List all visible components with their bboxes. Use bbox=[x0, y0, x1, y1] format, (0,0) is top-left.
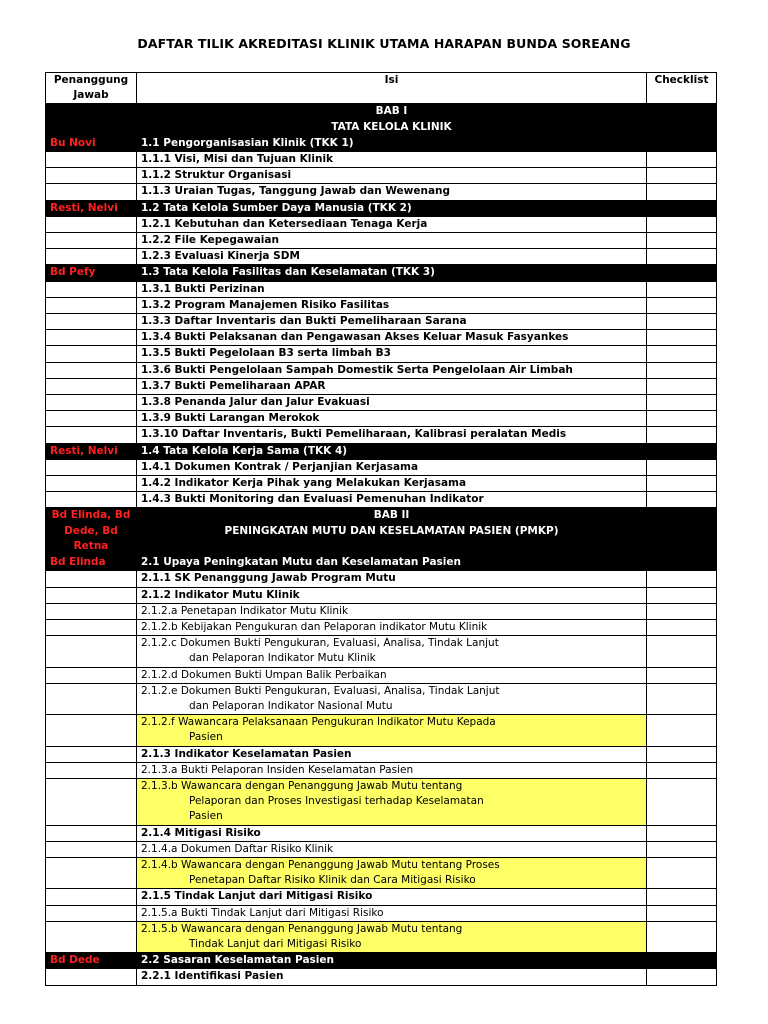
pj-cell: Bd Elinda, Bd Dede, Bd Retna bbox=[46, 508, 137, 555]
checklist-cell[interactable] bbox=[647, 636, 717, 667]
item-row bbox=[46, 825, 717, 841]
item-row bbox=[46, 889, 717, 905]
checklist-cell[interactable] bbox=[647, 683, 717, 714]
checklist-cell[interactable] bbox=[647, 443, 717, 459]
section-row bbox=[46, 443, 717, 459]
pj-cell bbox=[46, 715, 137, 746]
checklist-cell[interactable] bbox=[647, 825, 717, 841]
content-cell: 1.3.8 Penanda Jalur dan Jalur Evakuasi bbox=[137, 395, 647, 411]
pj-cell bbox=[46, 921, 137, 952]
content-cell: 1.4.1 Dokumen Kontrak / Perjanjian Kerjasama bbox=[137, 459, 647, 475]
checklist-cell[interactable] bbox=[647, 378, 717, 394]
item-line: dan Pelaporan Indikator Nasional Mutu bbox=[189, 699, 393, 712]
checklist-body bbox=[46, 104, 717, 985]
item-row bbox=[46, 857, 717, 888]
pj-cell bbox=[46, 857, 137, 888]
item-line: 2.1.2.b Kebijakan Pengukuran dan Pelaporan indikator Mutu Klinik bbox=[141, 620, 488, 633]
pj-cell bbox=[46, 969, 137, 985]
item-row bbox=[46, 619, 717, 635]
pj-cell bbox=[46, 587, 137, 603]
checklist-cell[interactable] bbox=[647, 492, 717, 508]
item-line: Pelaporan dan Proses Investigasi terhadap Keselamatan bbox=[189, 795, 484, 808]
item-row bbox=[46, 683, 717, 714]
pj-cell bbox=[46, 841, 137, 857]
item-line: 2.1.2.f Wawancara Pelaksanaan Pengukuran Indikator Mutu Kepada bbox=[141, 716, 496, 729]
checklist-cell[interactable] bbox=[647, 265, 717, 281]
content-cell: 1.2.2 File Kepegawaian bbox=[137, 233, 647, 249]
content-cell bbox=[137, 841, 647, 857]
checklist-cell[interactable] bbox=[647, 969, 717, 985]
section-row bbox=[46, 265, 717, 281]
checklist-cell[interactable] bbox=[647, 168, 717, 184]
chapter-line: PENINGKATAN MUTU DAN KESELAMATAN PASIEN (PMKP) bbox=[224, 524, 559, 537]
content-cell: 2.1.3 Indikator Keselamatan Pasien bbox=[137, 746, 647, 762]
item-row bbox=[46, 346, 717, 362]
section-row bbox=[46, 555, 717, 571]
chapter-line: BAB I bbox=[375, 105, 408, 118]
content-cell: 2.1 Upaya Peningkatan Mutu dan Keselamatan Pasien bbox=[137, 555, 647, 571]
checklist-cell[interactable] bbox=[647, 603, 717, 619]
item-row bbox=[46, 492, 717, 508]
item-row bbox=[46, 762, 717, 778]
content-cell bbox=[137, 857, 647, 888]
checklist-cell[interactable] bbox=[647, 314, 717, 330]
item-row bbox=[46, 715, 717, 746]
checklist-cell[interactable] bbox=[647, 953, 717, 969]
content-cell bbox=[137, 715, 647, 746]
item-row bbox=[46, 152, 717, 168]
content-cell bbox=[137, 667, 647, 683]
content-cell: 2.2.1 Identifikasi Pasien bbox=[137, 969, 647, 985]
pj-cell bbox=[46, 330, 137, 346]
content-cell bbox=[137, 104, 647, 135]
content-cell: 1.1.2 Struktur Organisasi bbox=[137, 168, 647, 184]
checklist-cell[interactable] bbox=[647, 135, 717, 151]
checklist-cell[interactable] bbox=[647, 778, 717, 825]
item-row bbox=[46, 362, 717, 378]
checklist-cell[interactable] bbox=[647, 346, 717, 362]
checklist-cell[interactable] bbox=[647, 841, 717, 857]
item-row bbox=[46, 459, 717, 475]
item-row bbox=[46, 314, 717, 330]
table-header-row bbox=[46, 73, 717, 104]
content-cell: 2.1.4 Mitigasi Risiko bbox=[137, 825, 647, 841]
checklist-cell[interactable] bbox=[647, 571, 717, 587]
item-row bbox=[46, 746, 717, 762]
item-row bbox=[46, 168, 717, 184]
checklist-cell[interactable] bbox=[647, 281, 717, 297]
pj-cell bbox=[46, 889, 137, 905]
item-line: 2.1.2.c Dokumen Bukti Pengukuran, Evaluasi, Analisa, Tindak Lanjut bbox=[141, 637, 499, 650]
item-line: dan Pelaporan Indikator Mutu Klinik bbox=[189, 652, 376, 665]
checklist-cell[interactable] bbox=[647, 746, 717, 762]
checklist-cell[interactable] bbox=[647, 216, 717, 232]
item-line: 2.1.5.a Bukti Tindak Lanjut dari Mitigasi Risiko bbox=[141, 906, 384, 919]
content-cell: 1.4 Tata Kelola Kerja Sama (TKK 4) bbox=[137, 443, 647, 459]
content-cell: 2.1.5 Tindak Lanjut dari Mitigasi Risiko bbox=[137, 889, 647, 905]
content-cell: 1.3.9 Bukti Larangan Merokok bbox=[137, 411, 647, 427]
item-row bbox=[46, 184, 717, 200]
content-cell: 1.1.1 Visi, Misi dan Tujuan Klinik bbox=[137, 152, 647, 168]
item-row bbox=[46, 921, 717, 952]
content-cell: 1.3.7 Bukti Pemeliharaan APAR bbox=[137, 378, 647, 394]
item-line: 2.1.4.a Dokumen Daftar Risiko Klinik bbox=[141, 842, 334, 855]
checklist-cell[interactable] bbox=[647, 427, 717, 443]
pj-cell bbox=[46, 378, 137, 394]
pj-cell bbox=[46, 362, 137, 378]
pj-cell bbox=[46, 825, 137, 841]
item-row bbox=[46, 571, 717, 587]
item-row bbox=[46, 587, 717, 603]
item-row bbox=[46, 281, 717, 297]
checklist-cell[interactable] bbox=[647, 762, 717, 778]
content-cell bbox=[137, 778, 647, 825]
checklist-cell[interactable] bbox=[647, 233, 717, 249]
item-row bbox=[46, 476, 717, 492]
checklist-cell[interactable] bbox=[647, 508, 717, 555]
chapter-row bbox=[46, 508, 717, 555]
pj-cell bbox=[46, 636, 137, 667]
content-cell: 1.3 Tata Kelola Fasilitas dan Keselamatan (TKK 3) bbox=[137, 265, 647, 281]
item-row bbox=[46, 411, 717, 427]
pj-cell: Bd Elinda bbox=[46, 555, 137, 571]
checklist-cell[interactable] bbox=[647, 587, 717, 603]
pj-cell bbox=[46, 778, 137, 825]
item-line: Tindak Lanjut dari Mitigasi Risiko bbox=[189, 937, 362, 950]
pj-cell bbox=[46, 571, 137, 587]
checklist-cell[interactable] bbox=[647, 297, 717, 313]
pj-cell bbox=[46, 216, 137, 232]
item-row bbox=[46, 427, 717, 443]
pj-cell bbox=[46, 346, 137, 362]
content-cell: 1.2 Tata Kelola Sumber Daya Manusia (TKK 2) bbox=[137, 200, 647, 216]
item-line: Penetapan Daftar Risiko Klinik dan Cara Mitigasi Risiko bbox=[189, 874, 476, 887]
checklist-cell[interactable] bbox=[647, 619, 717, 635]
pj-cell bbox=[46, 762, 137, 778]
content-cell: 1.3.1 Bukti Perizinan bbox=[137, 281, 647, 297]
pj-cell bbox=[46, 476, 137, 492]
checklist-cell[interactable] bbox=[647, 152, 717, 168]
content-cell: 2.2 Sasaran Keselamatan Pasien bbox=[137, 953, 647, 969]
item-row bbox=[46, 216, 717, 232]
item-line: 2.1.2.a Penetapan Indikator Mutu Klinik bbox=[141, 604, 349, 617]
item-row bbox=[46, 249, 717, 265]
pj-cell bbox=[46, 395, 137, 411]
item-line: 2.1.4.b Wawancara dengan Penanggung Jawab Mutu tentang Proses bbox=[141, 858, 500, 871]
content-cell: 2.1.1 SK Penanggung Jawab Program Mutu bbox=[137, 571, 647, 587]
checklist-cell[interactable] bbox=[647, 889, 717, 905]
pj-cell bbox=[46, 905, 137, 921]
pj-cell bbox=[46, 104, 137, 135]
content-cell bbox=[137, 905, 647, 921]
content-cell: 1.3.5 Bukti Pegelolaan B3 serta limbah B3 bbox=[137, 346, 647, 362]
item-line: 2.1.3.b Wawancara dengan Penanggung Jawab Mutu tentang bbox=[141, 779, 463, 792]
pj-cell bbox=[46, 603, 137, 619]
content-cell bbox=[137, 603, 647, 619]
item-row bbox=[46, 603, 717, 619]
content-cell: 1.2.3 Evaluasi Kinerja SDM bbox=[137, 249, 647, 265]
pj-cell bbox=[46, 746, 137, 762]
content-cell: 1.3.6 Bukti Pengelolaan Sampah Domestik Serta Pengelolaan Air Limbah bbox=[137, 362, 647, 378]
pj-cell bbox=[46, 168, 137, 184]
pj-cell bbox=[46, 152, 137, 168]
pj-cell bbox=[46, 233, 137, 249]
content-cell: 1.1.3 Uraian Tugas, Tanggung Jawab dan Wewenang bbox=[137, 184, 647, 200]
checklist-cell[interactable] bbox=[647, 330, 717, 346]
item-row bbox=[46, 667, 717, 683]
pj-cell bbox=[46, 619, 137, 635]
pj-cell bbox=[46, 683, 137, 714]
item-row bbox=[46, 841, 717, 857]
pj-cell: Bd Dede bbox=[46, 953, 137, 969]
item-row bbox=[46, 378, 717, 394]
checklist-cell[interactable] bbox=[647, 476, 717, 492]
item-line: Pasien bbox=[189, 810, 223, 823]
checklist-cell[interactable] bbox=[647, 200, 717, 216]
item-row bbox=[46, 636, 717, 667]
section-row bbox=[46, 953, 717, 969]
header-isi: Isi bbox=[137, 73, 647, 104]
content-cell bbox=[137, 762, 647, 778]
checklist-cell[interactable] bbox=[647, 459, 717, 475]
item-line: 2.1.2.e Dokumen Bukti Pengukuran, Evaluasi, Analisa, Tindak Lanjut bbox=[141, 684, 500, 697]
header-checklist: Checklist bbox=[647, 73, 717, 104]
item-row bbox=[46, 395, 717, 411]
chapter-row bbox=[46, 104, 717, 135]
section-row bbox=[46, 200, 717, 216]
checklist-cell[interactable] bbox=[647, 555, 717, 571]
item-row bbox=[46, 778, 717, 825]
content-cell: 1.3.2 Program Manajemen Risiko Fasilitas bbox=[137, 297, 647, 313]
page-title: DAFTAR TILIK AKREDITASI KLINIK UTAMA HARAPAN BUNDA SOREANG bbox=[137, 36, 631, 51]
item-row bbox=[46, 330, 717, 346]
chapter-line: TATA KELOLA KLINIK bbox=[331, 120, 452, 133]
checklist-cell[interactable] bbox=[647, 715, 717, 746]
pj-cell bbox=[46, 281, 137, 297]
checklist-cell[interactable] bbox=[647, 362, 717, 378]
pj-cell bbox=[46, 184, 137, 200]
content-cell: 2.1.2 Indikator Mutu Klinik bbox=[137, 587, 647, 603]
item-row bbox=[46, 233, 717, 249]
checklist-cell[interactable] bbox=[647, 104, 717, 135]
content-cell: 1.3.10 Daftar Inventaris, Bukti Pemeliharaan, Kalibrasi peralatan Medis bbox=[137, 427, 647, 443]
item-line: 2.1.2.d Dokumen Bukti Umpan Balik Perbaikan bbox=[141, 668, 387, 681]
item-row bbox=[46, 297, 717, 313]
pj-cell bbox=[46, 314, 137, 330]
checklist-cell[interactable] bbox=[647, 411, 717, 427]
content-cell bbox=[137, 619, 647, 635]
item-row bbox=[46, 905, 717, 921]
checklist-cell[interactable] bbox=[647, 857, 717, 888]
checklist-table bbox=[45, 72, 717, 986]
pj-cell bbox=[46, 249, 137, 265]
content-cell: 1.1 Pengorganisasian Klinik (TKK 1) bbox=[137, 135, 647, 151]
content-cell: 1.3.4 Bukti Pelaksanan dan Pengawasan Akses Keluar Masuk Fasyankes bbox=[137, 330, 647, 346]
content-cell: 1.4.2 Indikator Kerja Pihak yang Melakukan Kerjasama bbox=[137, 476, 647, 492]
content-cell: 1.4.3 Bukti Monitoring dan Evaluasi Pemenuhan Indikator bbox=[137, 492, 647, 508]
checklist-cell[interactable] bbox=[647, 395, 717, 411]
content-cell: 1.3.3 Daftar Inventaris dan Bukti Pemeliharaan Sarana bbox=[137, 314, 647, 330]
pj-cell: Resti, Nelvi bbox=[46, 200, 137, 216]
content-cell: 1.2.1 Kebutuhan dan Ketersediaan Tenaga Kerja bbox=[137, 216, 647, 232]
checklist-cell[interactable] bbox=[647, 905, 717, 921]
checklist-cell[interactable] bbox=[647, 184, 717, 200]
pj-cell bbox=[46, 492, 137, 508]
item-row bbox=[46, 969, 717, 985]
content-cell bbox=[137, 508, 647, 555]
section-row bbox=[46, 135, 717, 151]
item-line: 2.1.3.a Bukti Pelaporan Insiden Keselamatan Pasien bbox=[141, 763, 414, 776]
content-cell bbox=[137, 683, 647, 714]
chapter-line: BAB II bbox=[373, 509, 410, 522]
pj-cell bbox=[46, 411, 137, 427]
pj-cell bbox=[46, 297, 137, 313]
pj-cell bbox=[46, 667, 137, 683]
content-cell bbox=[137, 921, 647, 952]
content-cell bbox=[137, 636, 647, 667]
checklist-cell[interactable] bbox=[647, 921, 717, 952]
pj-cell: Bu Novi bbox=[46, 135, 137, 151]
checklist-cell[interactable] bbox=[647, 667, 717, 683]
pj-cell bbox=[46, 427, 137, 443]
checklist-cell[interactable] bbox=[647, 249, 717, 265]
pj-cell: Bd Pefy bbox=[46, 265, 137, 281]
item-line: 2.1.5.b Wawancara dengan Penanggung Jawab Mutu tentang bbox=[141, 922, 463, 935]
header-penanggung-jawab: Penanggung Jawab bbox=[46, 73, 137, 104]
pj-cell: Resti, Nelvi bbox=[46, 443, 137, 459]
item-line: Pasien bbox=[189, 731, 223, 744]
pj-cell bbox=[46, 459, 137, 475]
